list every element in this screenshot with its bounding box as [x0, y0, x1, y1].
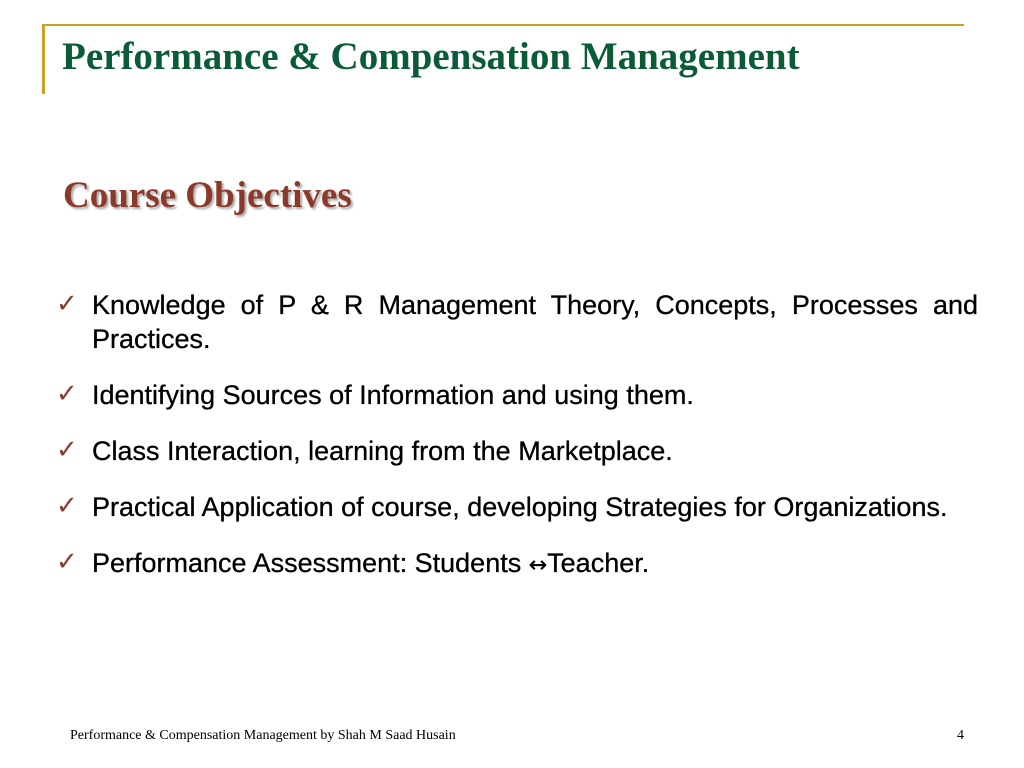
title-frame-vertical-line [42, 24, 45, 94]
check-icon: ✓ [56, 435, 78, 465]
bullet-text [92, 546, 978, 583]
left-right-arrow-icon: ↔ [528, 553, 548, 578]
bullet-text: Knowledge of P & R Management Theory, Concepts, Processes and Practices. [92, 290, 978, 354]
check-icon: ✓ [56, 547, 78, 577]
check-icon: ✓ [56, 491, 78, 521]
check-icon: ✓ [56, 289, 78, 319]
slide-title: Performance & Compensation Management [62, 35, 800, 78]
list-item [56, 434, 978, 468]
bullet-text-after: Teacher. [547, 548, 650, 578]
list-item [56, 546, 978, 583]
bullet-text: Class Interaction, learning from the Marketplace. [92, 436, 673, 466]
title-frame-horizontal-line [42, 24, 964, 26]
list-item [56, 288, 978, 356]
section-heading: Course Objectives [63, 175, 352, 216]
list-item [56, 490, 978, 524]
check-icon: ✓ [56, 379, 78, 409]
footer-text: Performance & Compensation Management by Shah M Saad Husain [70, 728, 456, 743]
bullet-text: Practical Application of course, developing Strategies for Organizations. [92, 492, 948, 522]
objectives-list [56, 288, 978, 605]
list-item [56, 378, 978, 412]
bullet-text: Identifying Sources of Information and using them. [92, 380, 694, 410]
page-number: 4 [957, 728, 964, 743]
bullet-text-before: Performance Assessment: Students [92, 548, 529, 578]
